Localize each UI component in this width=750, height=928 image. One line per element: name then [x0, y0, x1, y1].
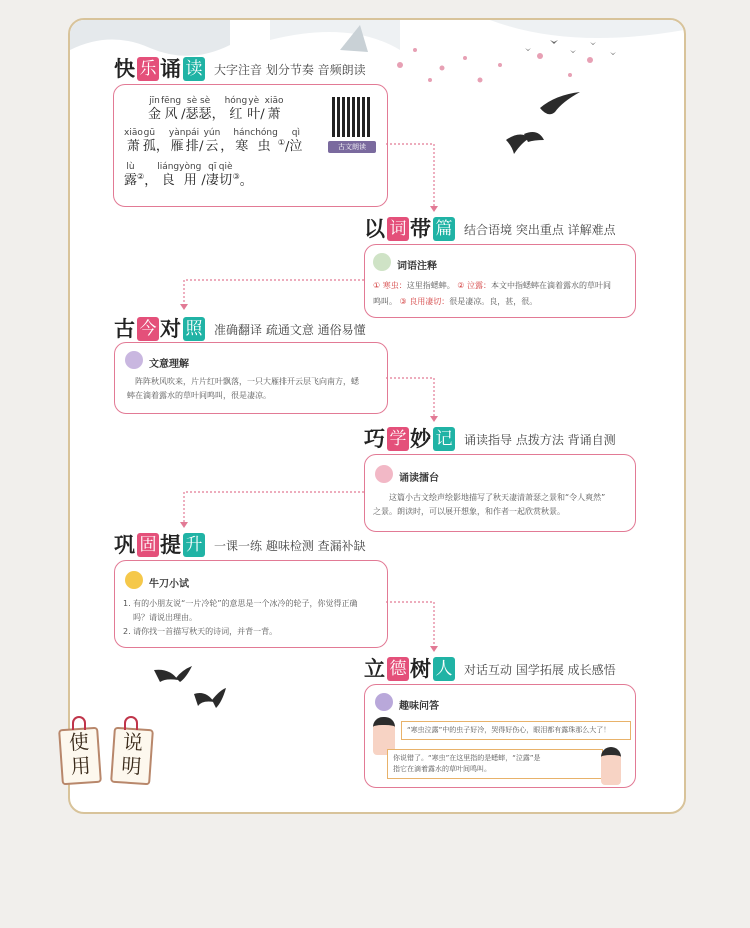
hanzi: 叶: [247, 107, 261, 122]
pinyin-char: [289, 127, 302, 155]
pinyin: yòng: [179, 162, 202, 172]
pinyin-char: [186, 95, 199, 123]
flower-icon: [375, 465, 393, 483]
test-box: [114, 560, 388, 648]
title-highlight: 德: [387, 657, 409, 681]
definition: 本文中指蟋蟀在滴着露水的草叶间: [490, 281, 611, 290]
section-subtitle: 大字注音 划分节奏 音频朗读: [214, 62, 366, 77]
definition: 鸣叫。: [373, 297, 397, 306]
title-highlight: 固: [137, 533, 159, 557]
section-subtitle: 对话互动 国学拓展 成长感悟: [464, 662, 616, 677]
usage-tag: [58, 727, 102, 786]
boy-speech-line: 你说错了。“寒虫”在这里指的是蟋蟀，“泣露”是: [393, 754, 541, 762]
pinyin-char: [124, 127, 143, 155]
pinyin: yàn: [168, 128, 186, 138]
pinyin-char: [204, 127, 221, 155]
section-title-recite: [114, 54, 366, 84]
title-char: 快: [114, 57, 135, 81]
hanzi: 萧: [267, 107, 281, 122]
section-subtitle: 准确翻译 疏通文意 通俗易懂: [214, 322, 366, 337]
usage-tag: [110, 727, 154, 786]
section-title-translation: [114, 314, 366, 344]
punctuation: ①/: [277, 137, 290, 154]
section-title-practice: [114, 530, 366, 560]
vocab-box: [364, 244, 636, 318]
recite-box: [364, 454, 636, 532]
hanzi: 用: [183, 173, 197, 188]
test-question: 1. 有的小朋友说“一片冷轮”的意思是一个冰冷的轮子，你觉得正确: [123, 599, 358, 608]
title-highlight: 学: [387, 427, 409, 451]
title-highlight: 乐: [137, 57, 159, 81]
punctuation: ③。: [232, 171, 253, 188]
hanzi: 露: [124, 173, 138, 188]
hanzi: 寒: [235, 139, 249, 154]
title-char: 古: [114, 317, 135, 341]
pinyin: hán: [233, 128, 251, 138]
pinyin-char: [161, 95, 181, 123]
title-highlight: 读: [183, 57, 205, 81]
tag-string: [124, 716, 138, 730]
meaning-heading: 文意理解: [149, 359, 189, 370]
recite-text: 之景。朗读时，可以展开想象，和作者一起欣赏秋景。: [373, 507, 565, 516]
pinyin: sè: [199, 96, 211, 106]
boy-speech-line: 指它在滴着露水的草叶间鸣叫。: [393, 765, 491, 773]
title-char: 树: [410, 657, 431, 681]
title-highlight: 篇: [433, 217, 455, 241]
poem-line: [124, 161, 253, 189]
hanzi: 风: [164, 107, 178, 122]
hanzi: 红: [229, 107, 243, 122]
hanzi: 萧: [126, 139, 140, 154]
hanzi: 良: [161, 173, 175, 188]
qr-code[interactable]: [332, 97, 372, 137]
section-title-virtue: [364, 654, 616, 684]
pinyin: sè: [186, 96, 198, 106]
definition: 这里指蟋蟀。: [406, 281, 455, 290]
pinyin-char: [185, 127, 199, 155]
meaning-text: 阵阵秋风吹来，片片红叶飘落，一只大雁排开云层飞向南方，蟋: [135, 377, 359, 386]
pinyin-char: [199, 95, 212, 123]
flower-icon: [125, 571, 143, 589]
pinyin-char: [143, 127, 156, 155]
flower-icon: [375, 693, 393, 711]
pinyin: liáng: [157, 162, 180, 172]
title-char: 立: [364, 657, 385, 681]
title-highlight: 照: [183, 317, 205, 341]
hanzi: 雁: [170, 139, 184, 154]
pinyin-char: [157, 161, 179, 189]
pinyin: hóng: [224, 96, 248, 106]
pinyin-char: [265, 95, 284, 123]
pinyin: xiāo: [264, 96, 284, 106]
pinyin-char: [247, 95, 260, 123]
section-title-memorize: [364, 424, 616, 454]
recite-heading: 诵读擂台: [399, 473, 439, 484]
punctuation: /: [199, 139, 204, 154]
definition: 很是凄凉。良，甚，很。: [449, 297, 538, 306]
pinyin: qiè: [218, 162, 233, 172]
title-highlight: 今: [137, 317, 159, 341]
punctuation: /: [181, 107, 186, 122]
hanzi: 泣: [289, 139, 303, 154]
swallow-icon: [500, 90, 590, 170]
pinyin: qì: [291, 128, 300, 138]
flower-icon: [125, 351, 143, 369]
pinyin-char: [124, 161, 137, 189]
pinyin-char: [250, 127, 278, 155]
title-highlight: 记: [433, 427, 455, 451]
pinyin: chóng: [250, 128, 278, 138]
meaning-box: [114, 342, 388, 414]
punctuation: ②，: [137, 171, 158, 188]
title-char: 巩: [114, 533, 135, 557]
pinyin: pái: [185, 128, 200, 138]
section-subtitle: 结合语境 突出重点 详解难点: [464, 222, 616, 237]
title-highlight: 词: [387, 217, 409, 241]
qr-label: 古文朗读: [328, 141, 376, 153]
tag-string: [72, 716, 86, 730]
hanzi: 凄: [205, 173, 219, 188]
title-char: 妙: [410, 427, 431, 451]
punctuation: ，: [211, 107, 225, 122]
punctuation: /: [260, 107, 265, 122]
title-char: 以: [364, 217, 385, 241]
pinyin: lù: [126, 162, 135, 172]
boy-speech: [387, 749, 603, 779]
punctuation: ，: [155, 139, 169, 154]
pinyin-char: [148, 95, 161, 123]
punctuation: ，: [220, 139, 234, 154]
pinyin-char: [179, 161, 201, 189]
qa-heading: 趣味问答: [399, 701, 439, 712]
tag-char: 用: [69, 753, 92, 779]
tag-char: 明: [120, 753, 143, 779]
boy-avatar: [601, 747, 621, 785]
title-char: 带: [410, 217, 431, 241]
vocab-line: [373, 279, 611, 293]
hanzi: 切: [219, 173, 233, 188]
swallow-icon: [150, 660, 230, 720]
pinyin: qī: [208, 162, 217, 172]
test-heading: 牛刀小试: [149, 579, 189, 590]
pinyin: gū: [143, 128, 156, 138]
flower-icon: [373, 253, 391, 271]
section-subtitle: 一课一练 趣味检测 查漏补缺: [214, 538, 366, 553]
poem-line: [148, 95, 283, 123]
pinyin-char: [233, 127, 250, 155]
vocab-line: [373, 295, 537, 309]
hanzi: 孤: [142, 139, 156, 154]
term: ③ 良用凄切：: [399, 297, 450, 306]
term: ② 泣露：: [457, 281, 491, 290]
poem-box: [113, 84, 388, 207]
title-char: 巧: [364, 427, 385, 451]
test-question: 2. 请你找一首描写秋天的诗词，并背一背。: [123, 627, 278, 636]
recite-text: 这篇小古文绘声绘影地描写了秋天凄清萧瑟之景和“令人爽然”: [389, 493, 606, 502]
tag-char: 使: [68, 729, 90, 755]
title-highlight: 升: [183, 533, 205, 557]
pinyin-char: [219, 161, 233, 189]
pinyin: jīn: [149, 96, 160, 106]
pinyin-char: [169, 127, 186, 155]
title-char: 对: [160, 317, 181, 341]
hanzi: 金: [148, 107, 162, 122]
pinyin-char: [225, 95, 248, 123]
pinyin: fēng: [161, 96, 182, 106]
vocab-heading: 词语注释: [397, 261, 437, 272]
punctuation: /: [201, 173, 206, 188]
pinyin: yún: [203, 128, 221, 138]
title-char: 诵: [160, 57, 181, 81]
pinyin: yè: [248, 96, 260, 106]
tag-char: 说: [122, 729, 144, 755]
title-char: 提: [160, 533, 181, 557]
qa-box: [364, 684, 636, 788]
term: ① 寒虫：: [373, 281, 407, 290]
pinyin: xiāo: [124, 128, 143, 138]
section-subtitle: 诵读指导 点拨方法 背诵自测: [464, 432, 616, 447]
hanzi: 虫: [257, 139, 271, 154]
hanzi: 瑟: [198, 107, 212, 122]
test-question: 吗？请说出理由。: [133, 613, 197, 622]
hanzi: 排: [185, 139, 199, 154]
girl-speech: “寒虫泣露”中的虫子好冷，哭得好伤心，眼泪都有露珠那么大了！: [401, 721, 631, 740]
hanzi: 瑟: [185, 107, 199, 122]
title-highlight: 人: [433, 657, 455, 681]
meaning-text: 蟀在滴着露水的草叶间鸣叫，很是凄凉。: [127, 391, 271, 400]
poem-line: [124, 127, 302, 155]
section-title-words: [364, 214, 616, 244]
pinyin-char: [206, 161, 219, 189]
hanzi: 云: [205, 139, 219, 154]
